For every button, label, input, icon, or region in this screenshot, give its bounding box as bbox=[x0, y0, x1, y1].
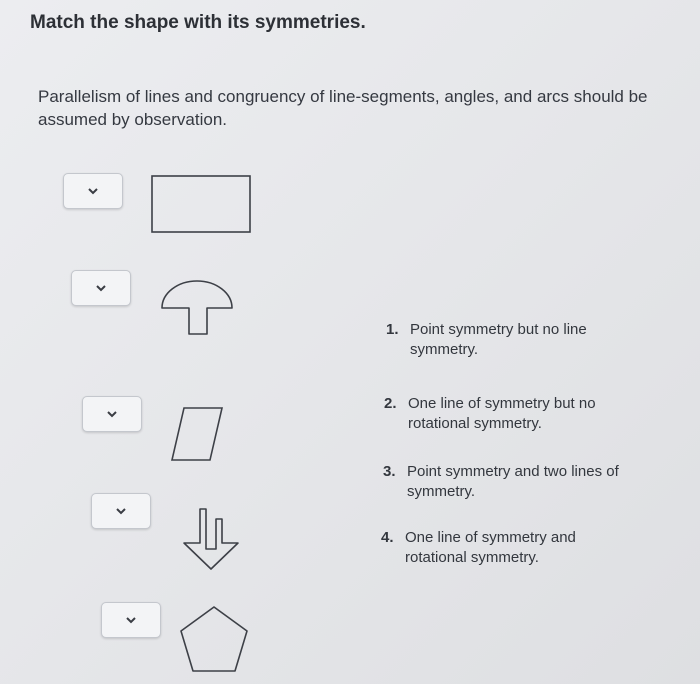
pentagon-shape bbox=[176, 603, 252, 677]
bent-arrow-shape bbox=[176, 505, 246, 573]
parallelogram-shape bbox=[166, 404, 228, 464]
option-text: One line of symmetry and rotational symmetry. bbox=[405, 529, 576, 566]
rectangle-shape bbox=[148, 172, 254, 236]
dropdown-shape-5[interactable] bbox=[101, 602, 161, 638]
chevron-down-icon bbox=[125, 615, 137, 625]
option-1 bbox=[386, 320, 646, 360]
chevron-down-icon bbox=[87, 186, 99, 196]
option-number: 1. bbox=[386, 321, 399, 338]
option-text: Point symmetry and two lines of symmetry. bbox=[407, 463, 619, 500]
option-number: 3. bbox=[383, 463, 396, 480]
option-number: 2. bbox=[384, 395, 397, 412]
chevron-down-icon bbox=[106, 409, 118, 419]
chevron-down-icon bbox=[115, 506, 127, 516]
option-2 bbox=[384, 394, 644, 434]
option-3 bbox=[383, 462, 643, 502]
option-4 bbox=[381, 528, 641, 568]
question-title: Match the shape with its symmetries. bbox=[30, 12, 366, 33]
option-text: One line of symmetry but no rotational symmetry. bbox=[408, 395, 596, 432]
question-instructions: Parallelism of lines and congruency of line-segments, angles, and arcs should be assumed by observation. bbox=[38, 87, 648, 129]
option-number: 4. bbox=[381, 529, 394, 546]
chevron-down-icon bbox=[95, 283, 107, 293]
mushroom-shape bbox=[158, 278, 238, 340]
dropdown-shape-1[interactable] bbox=[63, 173, 123, 209]
dropdown-shape-4[interactable] bbox=[91, 493, 151, 529]
dropdown-shape-3[interactable] bbox=[82, 396, 142, 432]
dropdown-shape-2[interactable] bbox=[71, 270, 131, 306]
option-text: Point symmetry but no line symmetry. bbox=[410, 321, 587, 358]
